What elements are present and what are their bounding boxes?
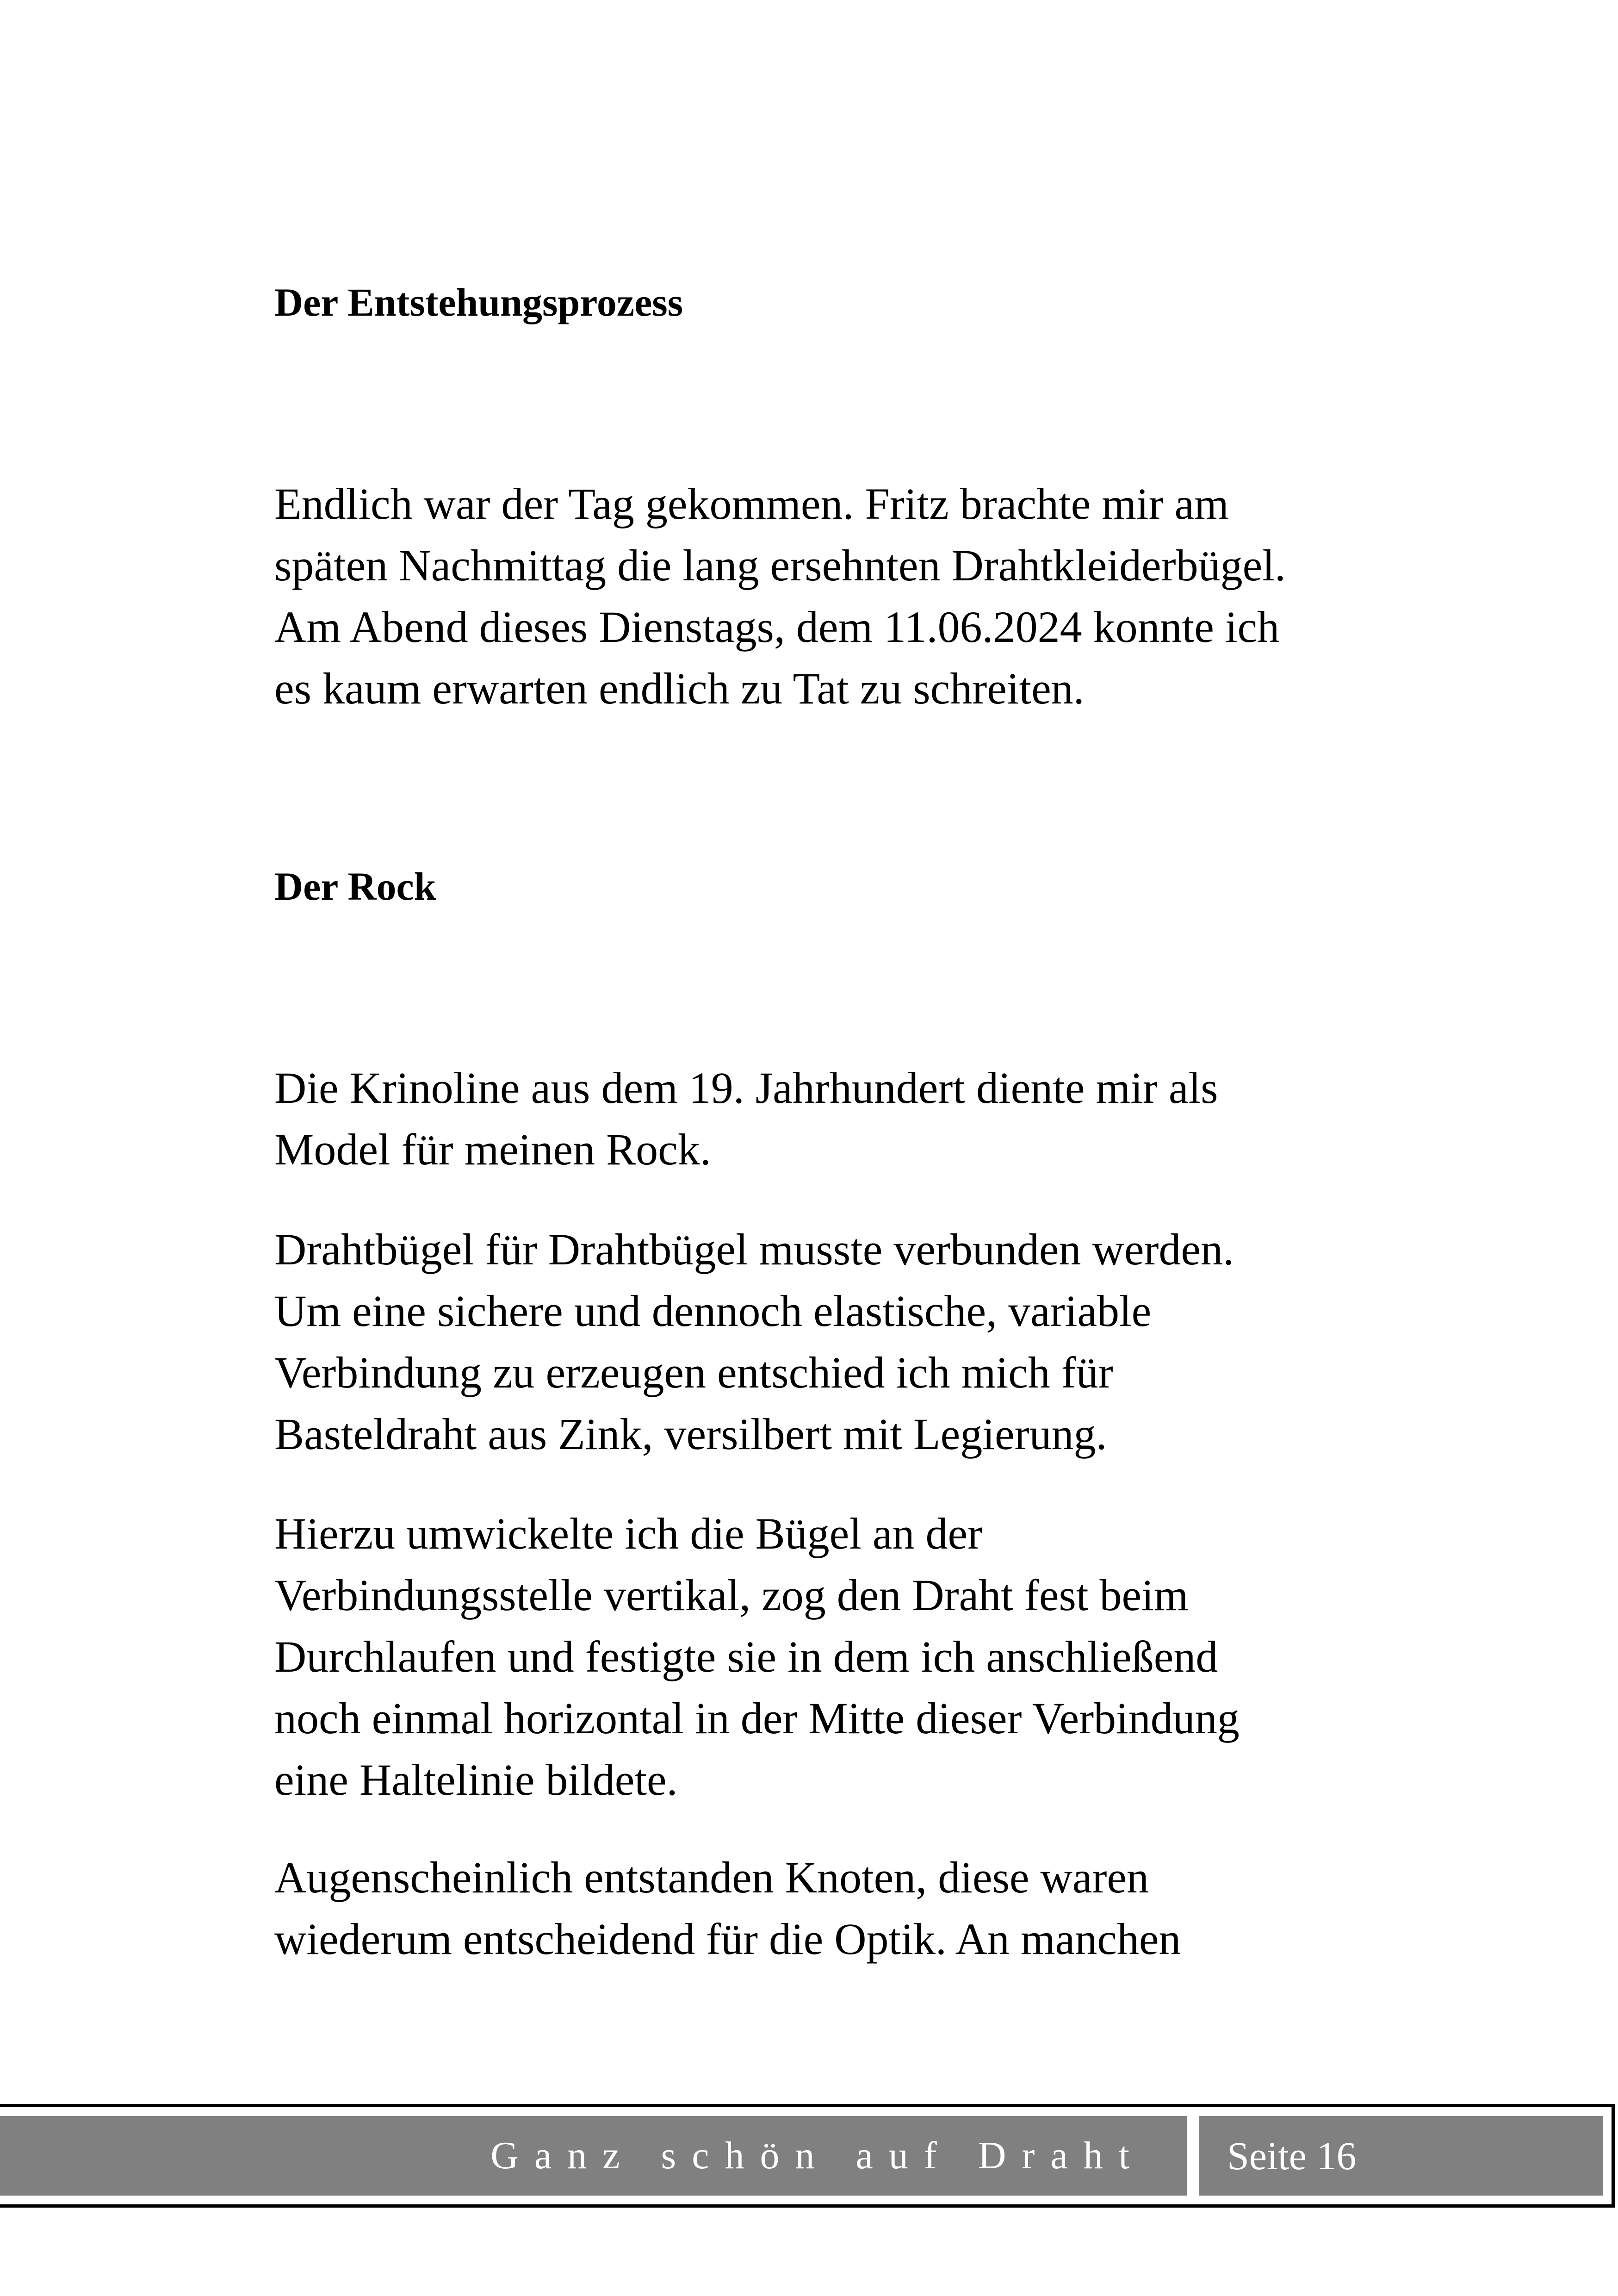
- paragraph-drahtbuegel: Drahtbügel für Drahtbügel musste verbunden werden. Um eine sichere und dennoch elastische, variable Verbindung zu erzeugen entschied ich mich für Basteldraht aus Zink, versilbert mit Legierung.: [274, 1225, 1234, 1459]
- footer-title: Ganz schön auf Draht: [490, 2134, 1145, 2177]
- paragraph-intro: Endlich war der Tag gekommen. Fritz brachte mir am späten Nachmittag die lang ersehnten Drahtkleiderbügel. Am Abend dieses Dienstags, dem 11.06.2024 konnte ich es kaum erwarten endlich zu Tat zu schreiten.: [274, 479, 1286, 713]
- footer-page-box: [1199, 2116, 1603, 2196]
- section-heading-rock: Der Rock: [274, 864, 436, 908]
- section-heading-entstehungsprozess: Der Entstehungsprozess: [274, 280, 683, 324]
- paragraph-verbindung: Hierzu umwickelte ich die Bügel an der Verbindungsstelle vertikal, zog den Draht fest beim Durchlaufen und festigte sie in dem ich anschließend noch einmal horizontal in der Mitte dieser Verbindung eine Haltelinie bildete.: [274, 1509, 1240, 1804]
- page-number: Seite 16: [1227, 2134, 1357, 2178]
- paragraph-krinoline: Die Krinoline aus dem 19. Jahrhundert diente mir als Model für meinen Rock.: [274, 1063, 1218, 1174]
- footer-title-box: [0, 2116, 1187, 2196]
- page-footer: [0, 2104, 1615, 2208]
- paragraph-knoten: Augenscheinlich entstanden Knoten, diese waren wiederum entscheidend für die Optik. An manchen: [274, 1853, 1181, 1964]
